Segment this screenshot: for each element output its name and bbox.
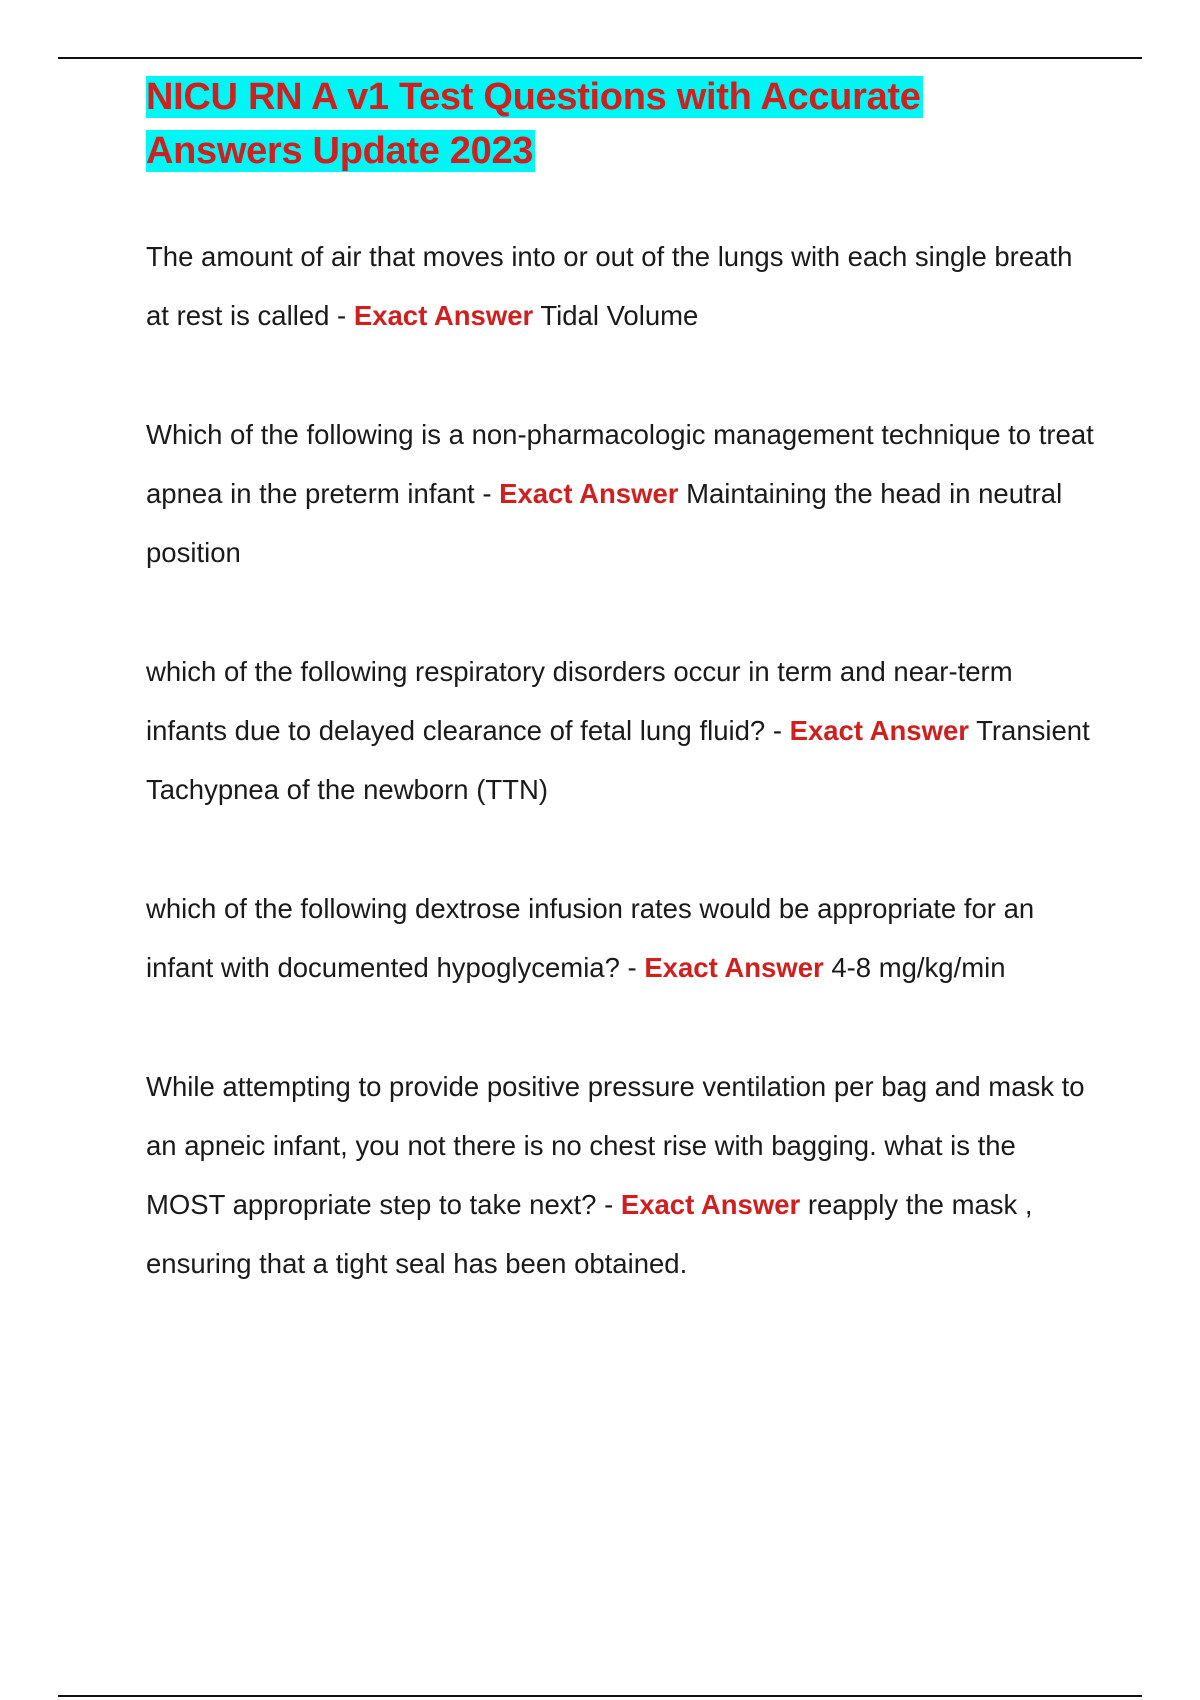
document-title	[146, 70, 1096, 178]
question-text: While attempting to provide positive pressure ventilation per bag and mask to an apneic infant, you not there is no chest rise with bagging. what is the MOST appropriate step to take next? -	[146, 1071, 1085, 1220]
question-text: which of the following dextrose infusion rates would be appropriate for an infant with documented hypoglycemia? -	[146, 893, 1035, 983]
question-text: which of the following respiratory disorders occur in term and near-term infants due to delayed clearance of fetal lung fluid? -	[146, 656, 1013, 746]
qa-item	[146, 405, 1096, 582]
qa-item	[146, 227, 1096, 345]
qa-item	[146, 879, 1096, 997]
answer-label: Exact Answer	[499, 478, 679, 509]
qa-item	[146, 642, 1096, 819]
bottom-rule	[58, 1695, 1142, 1697]
answer-label: Exact Answer	[644, 952, 824, 983]
qa-list	[146, 227, 1096, 1293]
answer-label: Exact Answer	[620, 1189, 801, 1220]
title-line-2: Answers Update 2023	[146, 130, 534, 172]
answer-label: Exact Answer	[353, 300, 534, 331]
answer-text: reapply the mask , ensuring that a tight seal has been obtained.	[146, 1189, 1033, 1279]
answer-text: Transient Tachypnea of the newborn (TTN)	[146, 715, 1090, 805]
answer-text: Tidal Volume	[540, 300, 699, 331]
question-text: The amount of air that moves into or out of the lungs with each single breath at rest is called -	[146, 241, 1073, 331]
answer-text: 4-8 mg/kg/min	[831, 952, 1006, 983]
document-body	[146, 70, 1096, 1353]
answer-label: Exact Answer	[789, 715, 969, 746]
qa-item	[146, 1057, 1096, 1293]
title-line-1: NICU RN A v1 Test Questions with Accurate	[146, 76, 921, 118]
question-text: Which of the following is a non-pharmacologic management technique to treat apnea in the preterm infant -	[146, 419, 1094, 509]
answer-text: Maintaining the head in neutral position	[146, 478, 1063, 568]
top-rule	[58, 57, 1142, 59]
